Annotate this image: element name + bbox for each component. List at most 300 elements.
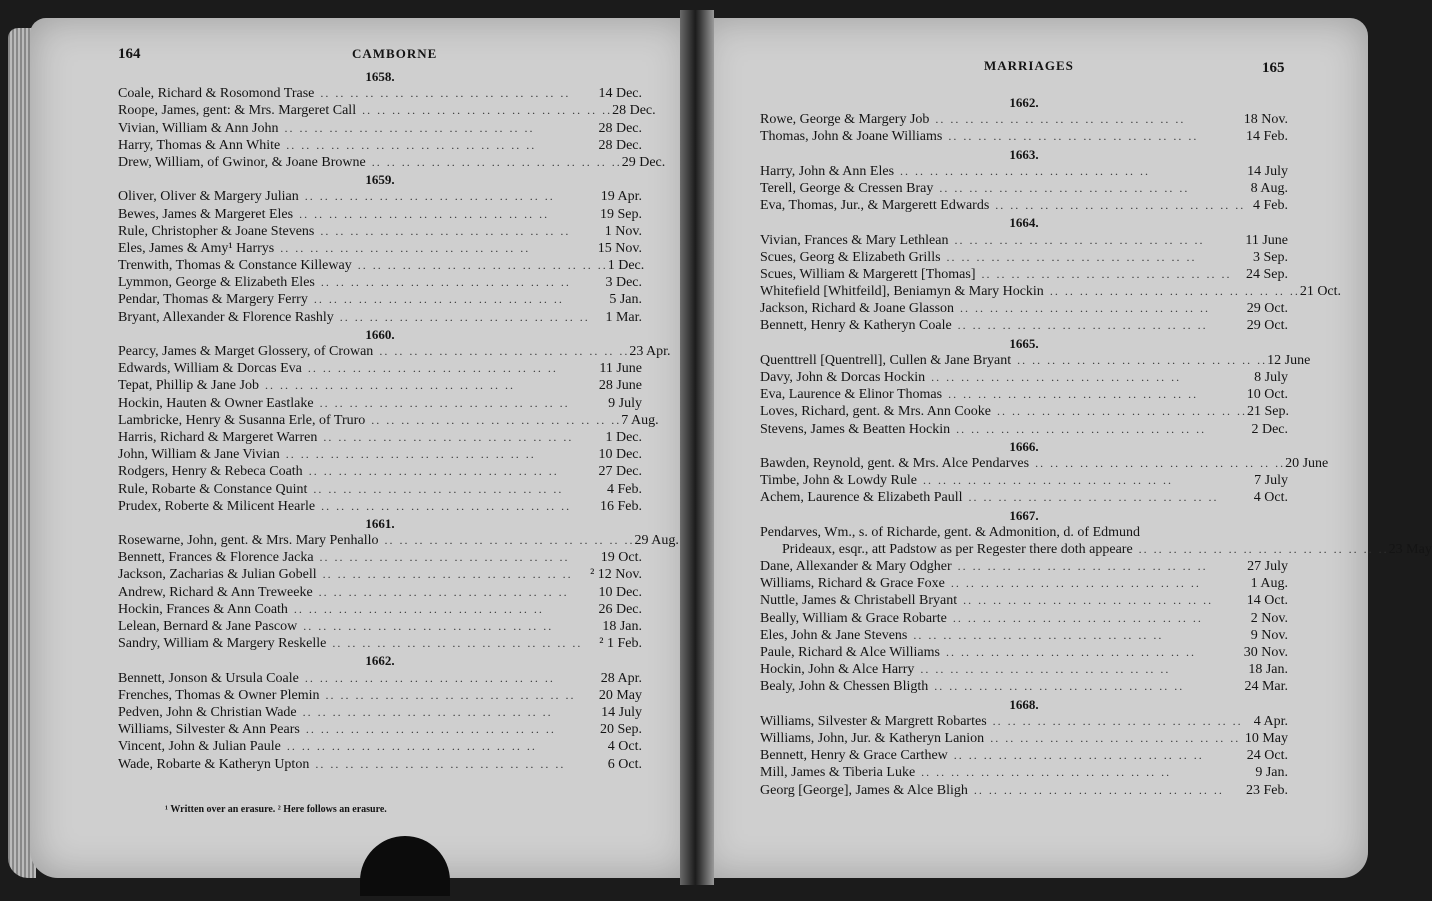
entry-date: 30 Nov.: [1243, 645, 1288, 660]
entry-names: Pendarves, Wm., s. of Richarde, gent. & Admonition, d. of Edmund: [760, 524, 1141, 540]
entry-date: 21 Oct.: [1299, 284, 1342, 300]
entry-date: 15 Nov.: [597, 240, 642, 256]
marriage-entry: [118, 704, 642, 721]
marriage-entry: [760, 128, 1288, 145]
marriage-entry: [760, 644, 1288, 661]
marriage-entry: [760, 524, 1288, 541]
marriage-entry: [760, 403, 1288, 420]
marriage-entry: [118, 395, 642, 412]
entry-date: 5 Jan.: [609, 292, 642, 308]
entry-names: Lambricke, Henry & Susanna Erle, of Truro: [118, 412, 366, 428]
leader-dots: .. .. .. .. .. .. .. .. .. .. .. .. .. .. .. .. ..: [1017, 352, 1268, 367]
leader-dots: .. .. .. .. .. .. .. .. .. .. .. .. .. .. .. .. ..: [304, 670, 555, 685]
entry-names: Williams, Silvester & Margrett Robartes: [760, 713, 987, 729]
marriage-entry: [118, 188, 642, 205]
marriage-entry: [760, 386, 1288, 403]
leader-dots: .. .. .. .. .. .. .. .. .. .. .. .. .. .. .. .. ..: [371, 154, 622, 169]
entry-names: Trenwith, Thomas & Constance Killeway: [118, 258, 352, 274]
entry-names: Drew, William, of Gwinor, & Joane Browne: [118, 154, 366, 170]
leader-dots: .. .. .. .. .. .. .. .. .. .. .. .. .. .. .. .. ..: [981, 266, 1232, 281]
entry-date: 14 Oct.: [1246, 593, 1288, 609]
entry-names: Frenches, Thomas & Owner Plemin: [118, 687, 320, 703]
entry-date: 6 Oct.: [607, 756, 642, 772]
leader-dots: .. .. .. .. .. .. .. .. .. .. .. .. .. .. .. .. ..: [307, 361, 558, 376]
leader-dots: .. .. .. .. .. .. .. .. .. .. .. .. .. .. .. .. ..: [313, 292, 564, 307]
entry-date: 4 Oct.: [607, 739, 642, 755]
entry-date: 16 Feb.: [600, 498, 642, 514]
entry-names: Scues, William & Margerett [Thomas]: [760, 266, 976, 282]
entry-names: Eles, John & Jane Stevens: [760, 627, 908, 643]
leader-dots: .. .. .. .. .. .. .. .. .. .. .. .. .. .. .. .. ..: [913, 627, 1164, 642]
year-heading: 1659.: [365, 172, 395, 188]
entry-date: 23 Apr.: [629, 344, 671, 359]
entry-date: 28 Dec.: [598, 120, 642, 136]
leader-dots: .. .. .. .. .. .. .. .. .. .. .. .. .. .. .. .. ..: [1138, 541, 1389, 556]
leader-dots: .. .. .. .. .. .. .. .. .. .. .. .. .. .. .. .. ..: [952, 610, 1203, 625]
marriage-entry: [118, 756, 642, 773]
entry-date: 10 Dec.: [598, 584, 642, 600]
right-entries: [760, 94, 1432, 799]
entry-names: Harry, Thomas & Ann White: [118, 137, 281, 153]
entry-names: Hockin, John & Alce Harry: [760, 662, 915, 678]
marriage-entry: [118, 343, 671, 360]
entry-names: Bealy, John & Chessen Bligth: [760, 679, 929, 695]
year-heading: 1667.: [1009, 507, 1039, 523]
entry-names: Bennett, Frances & Florence Jacka: [118, 550, 314, 566]
leader-dots: .. .. .. .. .. .. .. .. .. .. .. .. .. .. .. .. ..: [299, 206, 550, 221]
entry-date: 12 June: [1267, 352, 1311, 368]
entry-names: Rowe, George & Margery Job: [760, 112, 930, 128]
entry-names: Bennett, Henry & Katheryn Coale: [760, 318, 952, 334]
leader-dots: .. .. .. .. .. .. .. .. .. .. .. .. .. .. .. .. ..: [285, 447, 536, 462]
entry-date: 29 Oct.: [1246, 318, 1288, 334]
right-page: [700, 18, 1432, 878]
entry-date: 4 Apr.: [1253, 713, 1288, 729]
leader-dots: .. .. .. .. .. .. .. .. .. .. .. .. .. .. .. .. ..: [293, 601, 544, 616]
entry-date: 4 Oct.: [1253, 490, 1288, 506]
entry-names: Andrew, Richard & Ann Treweeke: [118, 584, 313, 600]
page-number-right: 165: [1262, 60, 1285, 76]
leader-dots: .. .. .. .. .. .. .. .. .. .. .. .. .. .. .. .. ..: [931, 370, 1182, 384]
entry-date: 11 June: [599, 361, 642, 377]
marriage-entry: [118, 154, 666, 171]
marriage-entry: [760, 730, 1288, 747]
leader-dots: .. .. .. .. .. .. .. .. .. .. .. .. .. .. .. .. ..: [305, 722, 556, 737]
entry-date: 3 Sep.: [1253, 249, 1288, 265]
entry-date: 18 Jan.: [602, 619, 642, 634]
marriage-entry: [760, 661, 1288, 678]
marriage-entry: [118, 670, 642, 687]
leader-dots: .. .. .. .. .. .. .. .. .. .. .. .. .. .. .. .. ..: [948, 387, 1199, 402]
leader-dots: .. .. .. .. .. .. .. .. .. .. .. .. .. .. .. .. ..: [384, 533, 635, 548]
entry-date: 2 Dec.: [1251, 421, 1288, 437]
entry-date: 1 Dec.: [605, 429, 642, 445]
leader-dots: .. .. .. .. .. .. .. .. .. .. .. .. .. .. .. .. ..: [920, 662, 1171, 677]
entry-date: 24 Sep.: [1246, 266, 1288, 282]
entry-names: Harris, Richard & Margeret Warren: [118, 429, 318, 445]
leader-dots: .. .. .. .. .. .. .. .. .. .. .. .. .. .. .. .. ..: [320, 223, 571, 238]
entry-date: 11 June: [1245, 232, 1288, 248]
entry-names: Harry, John & Ann Eles: [760, 163, 895, 179]
leader-dots: .. .. .. .. .. .. .. .. .. .. .. .. .. .. .. .. ..: [992, 713, 1243, 728]
entry-date: 28 Apr.: [600, 670, 642, 686]
marriage-entry: [760, 352, 1311, 369]
entry-names: Bryant, Allexander & Florence Rashly: [118, 309, 334, 325]
marriage-entry: [760, 421, 1288, 438]
leader-dots: .. .. .. .. .. .. .. .. .. .. .. .. .. .. .. .. ..: [1035, 455, 1286, 470]
entry-names: Pendar, Thomas & Margery Ferry: [118, 292, 308, 308]
leader-dots: .. .. .. .. .. .. .. .. .. .. .. .. .. .. .. .. ..: [963, 593, 1214, 608]
marriage-entry: [118, 120, 642, 137]
leader-dots: .. .. .. .. .. .. .. .. .. .. .. .. .. .. .. .. ..: [284, 120, 535, 135]
marriage-entry: [760, 764, 1288, 781]
leader-dots: .. .. .. .. .. .. .. .. .. .. .. .. .. .. .. .. ..: [308, 464, 559, 479]
entry-date: 8 July: [1254, 370, 1288, 385]
entry-names: Jackson, Zacharias & Julian Gobell: [118, 567, 317, 583]
leader-dots: .. .. .. .. .. .. .. .. .. .. .. .. .. .. .. .. ..: [371, 412, 622, 427]
marriage-entry: [760, 713, 1288, 730]
footnote: ¹ Written over an erasure. ² Here follows an erasure.: [165, 804, 387, 815]
marriage-entry: [760, 782, 1288, 799]
marriage-entry: [760, 180, 1288, 197]
entry-names: Scues, Georg & Elizabeth Grills: [760, 249, 941, 265]
leader-dots: .. .. .. .. .. .. .. .. .. .. .. .. .. .. .. .. ..: [379, 344, 630, 358]
leader-dots: .. .. .. .. .. .. .. .. .. .. .. .. .. .. .. .. ..: [954, 232, 1205, 247]
marriage-entry: [760, 541, 1432, 558]
entry-names: Hockin, Hauten & Owner Eastlake: [118, 395, 314, 411]
marriage-entry: [118, 206, 642, 223]
leader-dots: .. .. .. .. .. .. .. .. .. .. .. .. .. .. .. .. ..: [319, 550, 570, 565]
entry-date: 28 June: [598, 378, 642, 394]
entry-date: 14 July: [601, 704, 642, 720]
leader-dots: .. .. .. .. .. .. .. .. .. .. .. .. .. .. .. .. ..: [1049, 284, 1300, 299]
entry-date: ² 12 Nov.: [590, 567, 642, 583]
entry-names: Loves, Richard, gent. & Mrs. Ann Cooke: [760, 404, 991, 420]
leader-dots: .. .. .. .. .. .. .. .. .. .. .. .. .. .. .. .. ..: [973, 782, 1224, 797]
leader-dots: .. .. .. .. .. .. .. .. .. .. .. .. .. .. .. .. ..: [953, 748, 1204, 763]
marriage-entry: [760, 592, 1288, 609]
marriage-entry: [118, 738, 642, 755]
year-heading: 1663.: [1009, 146, 1039, 162]
entry-date: 23 May: [1388, 541, 1432, 557]
marriage-entry: [118, 429, 642, 446]
year-heading: 1668.: [1009, 696, 1039, 712]
left-page: [30, 18, 690, 878]
leader-dots: .. .. .. .. .. .. .. .. .. .. .. .. .. .. .. .. ..: [303, 619, 554, 633]
entry-names: Eva, Thomas, Jur., & Margerett Edwards: [760, 198, 990, 214]
entry-date: 28 Dec.: [612, 103, 656, 119]
entry-date: 14 Dec.: [598, 86, 642, 102]
entry-names: Roope, James, gent: & Mrs. Margeret Call: [118, 103, 357, 119]
entry-names: Stevens, James & Beatten Hockin: [760, 421, 951, 437]
entry-names: Bewes, James & Margeret Eles: [118, 206, 294, 222]
leader-dots: .. .. .. .. .. .. .. .. .. .. .. .. .. .. .. .. ..: [957, 559, 1208, 574]
page-number-left: 164: [118, 46, 141, 62]
leader-dots: .. .. .. .. .. .. .. .. .. .. .. .. .. .. .. .. ..: [286, 739, 537, 754]
leader-dots: .. .. .. .. .. .. .. .. .. .. .. .. .. .. .. .. ..: [946, 249, 1197, 264]
entry-date: 3 Dec.: [605, 275, 642, 291]
marriage-entry: [760, 283, 1342, 300]
marriage-entry: [118, 498, 642, 515]
entry-date: 21 Sep.: [1246, 404, 1289, 420]
leader-dots: .. .. .. .. .. .. .. .. .. .. .. .. .. .. .. .. ..: [322, 567, 573, 582]
entry-names: Hockin, Frances & Ann Coath: [118, 601, 288, 617]
entry-date: 20 June: [1285, 455, 1329, 471]
year-heading: 1662.: [1009, 95, 1039, 110]
entry-date: 4 Feb.: [607, 481, 642, 497]
marriage-entry: [118, 532, 679, 549]
leader-dots: .. .. .. .. .. .. .. .. .. .. .. .. .. .. .. .. ..: [332, 636, 583, 651]
entry-date: 29 Dec.: [621, 154, 666, 170]
leader-dots: .. .. .. .. .. .. .. .. .. .. .. .. .. .. .. .. ..: [957, 318, 1208, 333]
book-gutter: [680, 10, 714, 885]
entry-date: 19 Sep.: [600, 206, 642, 222]
entry-names: Prideaux, esqr., att Padstow as per Regester there doth appeare: [782, 541, 1133, 557]
marriage-entry: [118, 601, 642, 618]
entry-names: Whitefield [Whitfeild], Beniamyn & Mary Hockin: [760, 284, 1044, 300]
leader-dots: .. .. .. .. .. .. .. .. .. .. .. .. .. .. .. .. ..: [960, 301, 1211, 316]
leader-dots: .. .. .. .. .. .. .. .. .. .. .. .. .. .. .. .. ..: [968, 490, 1219, 505]
entry-names: Pearcy, James & Marget Glossery, of Crowan: [118, 344, 374, 359]
marriage-entry: [760, 317, 1288, 334]
entry-names: Edwards, William & Dorcas Eva: [118, 361, 302, 377]
leader-dots: .. .. .. .. .. .. .. .. .. .. .. .. .. .. .. .. ..: [900, 163, 1151, 178]
leader-dots: .. .. .. .. .. .. .. .. .. .. .. .. .. .. .. .. ..: [996, 404, 1247, 419]
marriage-entry: [118, 291, 642, 308]
year-heading: 1666.: [1009, 438, 1039, 454]
leader-dots: .. .. .. .. .. .. .. .. .. .. .. .. .. .. .. .. ..: [921, 765, 1172, 780]
entry-names: Bawden, Reynold, gent. & Mrs. Alce Pendarves: [760, 455, 1030, 471]
leader-dots: .. .. .. .. .. .. .. .. .. .. .. .. .. .. .. .. ..: [950, 576, 1201, 591]
marriage-entry: [760, 300, 1288, 317]
entry-names: Mill, James & Tiberia Luke: [760, 765, 916, 781]
entry-date: 1 Mar.: [605, 309, 642, 325]
entry-date: 1 Aug.: [1250, 576, 1288, 592]
entry-names: Beally, William & Grace Robarte: [760, 610, 947, 626]
leader-dots: .. .. .. .. .. .. .. .. .. .. .. .. .. .. .. .. ..: [339, 309, 590, 324]
leader-dots: .. .. .. .. .. .. .. .. .. .. .. .. .. .. .. .. ..: [319, 395, 570, 410]
leader-dots: .. .. .. .. .. .. .. .. .. .. .. .. .. .. .. .. ..: [315, 756, 566, 771]
leader-dots: .. .. .. .. .. .. .. .. .. .. .. .. .. .. .. .. ..: [945, 645, 1196, 659]
marriage-entry: [118, 721, 642, 738]
leader-dots: .. .. .. .. .. .. .. .. .. .. .. .. .. .. .. .. ..: [320, 275, 571, 290]
entry-names: Lymmon, George & Elizabeth Eles: [118, 275, 315, 291]
leader-dots: .. .. .. .. .. .. .. .. .. .. .. .. .. .. .. .. ..: [318, 584, 569, 599]
entry-date: ² 1 Feb.: [599, 636, 642, 652]
marriage-entry: [760, 163, 1288, 180]
entry-date: 24 Oct.: [1246, 748, 1288, 764]
entry-names: Prudex, Roberte & Milicent Hearle: [118, 498, 316, 514]
running-head-right: MARRIAGES: [984, 58, 1074, 73]
leader-dots: .. .. .. .. .. .. .. .. .. .. .. .. .. .. .. .. ..: [280, 240, 531, 255]
leader-dots: .. .. .. .. .. .. .. .. .. .. .. .. .. .. .. .. ..: [313, 481, 564, 496]
entry-date: 23 Feb.: [1246, 782, 1288, 798]
entry-names: Terell, George & Cressen Bray: [760, 180, 934, 196]
entry-date: 7 July: [1254, 473, 1288, 489]
entry-date: 29 Oct.: [1246, 301, 1288, 317]
marriage-entry: [118, 412, 659, 429]
marriage-entry: [760, 610, 1288, 627]
marriage-entry: [118, 223, 642, 240]
entry-names: Rosewarne, John, gent. & Mrs. Mary Penhallo: [118, 533, 379, 549]
entry-date: 19 Oct.: [600, 550, 642, 566]
entry-names: Vincent, John & Julian Paule: [118, 739, 281, 755]
marriage-entry: [118, 257, 645, 274]
left-entries: [118, 68, 679, 773]
entry-names: Oliver, Oliver & Margery Julian: [118, 189, 299, 205]
marriage-entry: [118, 102, 656, 119]
year-heading: 1662.: [365, 653, 395, 669]
entry-date: 4 Feb.: [1253, 198, 1288, 214]
entry-date: 27 July: [1247, 559, 1288, 575]
entry-names: Jackson, Richard & Joane Glasson: [760, 301, 955, 317]
entry-date: 1 Nov.: [604, 223, 642, 239]
marriage-entry: [760, 249, 1288, 266]
entry-date: 20 Sep.: [600, 722, 642, 738]
entry-date: 29 Aug.: [634, 533, 679, 549]
entry-names: Eva, Laurence & Elinor Thomas: [760, 387, 943, 403]
entry-date: 18 Nov.: [1243, 112, 1288, 128]
entry-names: Williams, Richard & Grace Foxe: [760, 576, 945, 592]
entry-date: 10 Oct.: [1246, 387, 1288, 403]
entry-names: Tepat, Phillip & Jane Job: [118, 378, 259, 394]
marriage-entry: [760, 369, 1288, 386]
entry-names: Williams, John, Jur. & Katheryn Lanion: [760, 730, 985, 746]
marriage-entry: [118, 481, 642, 498]
leader-dots: .. .. .. .. .. .. .. .. .. .. .. .. .. .. .. .. ..: [995, 198, 1246, 213]
marriage-entry: [118, 618, 642, 635]
entry-date: 26 Dec.: [598, 601, 642, 617]
marriage-entry: [118, 584, 642, 601]
running-head-left: CAMBORNE: [352, 46, 438, 61]
entry-names: Eles, James & Amy¹ Harrys: [118, 240, 275, 256]
entry-date: 28 Dec.: [598, 137, 642, 153]
marriage-entry: [118, 463, 642, 480]
marriage-entry: [118, 137, 642, 154]
entry-date: 7 Aug.: [621, 412, 659, 428]
entry-names: Paule, Richard & Alce Williams: [760, 645, 940, 660]
entry-date: 27 Dec.: [598, 464, 642, 480]
entry-names: Georg [George], James & Alce Bligh: [760, 782, 968, 798]
marriage-entry: [118, 274, 642, 291]
marriage-entry: [118, 377, 642, 394]
leader-dots: .. .. .. .. .. .. .. .. .. .. .. .. .. .. .. .. ..: [325, 687, 576, 702]
entry-names: Rodgers, Henry & Rebeca Coath: [118, 464, 303, 480]
entry-names: Achem, Laurence & Elizabeth Paull: [760, 490, 963, 506]
leader-dots: .. .. .. .. .. .. .. .. .. .. .. .. .. .. .. .. ..: [939, 180, 1190, 195]
entry-date: 10 May: [1244, 730, 1288, 746]
marriage-entry: [760, 747, 1288, 764]
marriage-entry: [118, 566, 642, 583]
leader-dots: .. .. .. .. .. .. .. .. .. .. .. .. .. .. .. .. ..: [357, 258, 608, 273]
leader-dots: .. .. .. .. .. .. .. .. .. .. .. .. .. .. .. .. ..: [935, 112, 1186, 127]
entry-date: 10 Dec.: [598, 447, 642, 463]
marriage-entry: [760, 197, 1288, 214]
leader-dots: .. .. .. .. .. .. .. .. .. .. .. .. .. .. .. .. ..: [323, 429, 574, 444]
marriage-entry: [760, 455, 1329, 472]
entry-date: 8 Aug.: [1250, 180, 1288, 196]
marriage-entry: [118, 687, 642, 704]
leader-dots: .. .. .. .. .. .. .. .. .. .. .. .. .. .. .. .. ..: [956, 421, 1207, 436]
entry-date: 14 July: [1247, 163, 1288, 179]
leader-dots: .. .. .. .. .. .. .. .. .. .. .. .. .. .. .. .. ..: [934, 679, 1185, 694]
entry-names: Bennett, Jonson & Ursula Coale: [118, 670, 299, 686]
entry-names: Davy, John & Dorcas Hockin: [760, 370, 926, 385]
leader-dots: .. .. .. .. .. .. .. .. .. .. .. .. .. .. .. .. ..: [304, 189, 555, 204]
entry-date: 20 May: [598, 687, 642, 703]
entry-names: Lelean, Bernard & Jane Pascow: [118, 619, 298, 634]
entry-names: Pedven, John & Christian Wade: [118, 704, 297, 720]
entry-names: Nuttle, James & Christabell Bryant: [760, 593, 958, 609]
entry-names: Timbe, John & Lowdy Rule: [760, 473, 917, 489]
entry-names: Dane, Allexander & Mary Odgher: [760, 559, 952, 575]
marriage-entry: [118, 85, 642, 102]
leader-dots: .. .. .. .. .. .. .. .. .. .. .. .. .. .. .. .. ..: [320, 86, 571, 101]
leader-dots: .. .. .. .. .. .. .. .. .. .. .. .. .. .. .. .. ..: [990, 730, 1241, 745]
leader-dots: .. .. .. .. .. .. .. .. .. .. .. .. .. .. .. .. ..: [362, 103, 613, 118]
marriage-entry: [118, 360, 642, 377]
entry-names: Bennett, Henry & Grace Carthew: [760, 748, 948, 764]
marriage-entry: [760, 489, 1288, 506]
marriage-entry: [760, 627, 1288, 644]
entry-names: Vivian, William & Ann John: [118, 120, 279, 136]
entry-names: Sandry, William & Margery Reskelle: [118, 636, 327, 652]
entry-names: Wade, Robarte & Katheryn Upton: [118, 756, 310, 772]
year-heading: 1665.: [1009, 335, 1039, 351]
marriage-entry: [118, 635, 642, 652]
leader-dots: .. .. .. .. .. .. .. .. .. .. .. .. .. .. .. .. ..: [923, 473, 1173, 488]
leader-dots: .. .. .. .. .. .. .. .. .. .. .. .. .. .. .. .. ..: [321, 498, 572, 513]
year-heading: 1664.: [1009, 215, 1039, 231]
leader-dots: .. .. .. .. .. .. .. .. .. .. .. .. .. .. .. .. ..: [286, 137, 537, 152]
marriage-entry: [760, 575, 1288, 592]
marriage-entry: [118, 309, 642, 326]
entry-date: 24 Mar.: [1244, 679, 1288, 695]
leader-dots: .. .. .. .. .. .. .. .. .. .. .. .. .. .. .. .. ..: [264, 378, 515, 393]
year-heading: 1658.: [365, 69, 395, 84]
year-heading: 1661.: [365, 515, 395, 531]
entry-names: Rule, Robarte & Constance Quint: [118, 481, 308, 497]
marriage-entry: [118, 240, 642, 257]
marriage-entry: [760, 266, 1288, 283]
entry-date: 2 Nov.: [1250, 610, 1288, 626]
marriage-entry: [118, 446, 642, 463]
entry-names: Vivian, Frances & Mary Lethlean: [760, 232, 949, 248]
entry-names: John, William & Jane Vivian: [118, 447, 280, 463]
entry-names: Rule, Christopher & Joane Stevens: [118, 223, 315, 239]
marriage-entry: [760, 111, 1288, 128]
leader-dots: .. .. .. .. .. .. .. .. .. .. .. .. .. .. .. .. ..: [302, 704, 553, 719]
entry-date: 9 Jan.: [1255, 765, 1288, 781]
entry-names: Williams, Silvester & Ann Pears: [118, 722, 300, 738]
marriage-entry: [760, 558, 1288, 575]
entry-names: Quenttrell [Quentrell], Cullen & Jane Bryant: [760, 352, 1012, 368]
leader-dots: .. .. .. .. .. .. .. .. .. .. .. .. .. .. .. .. ..: [948, 129, 1199, 144]
marriage-entry: [760, 472, 1288, 489]
entry-date: 14 Feb.: [1246, 129, 1288, 145]
entry-date: 18 Jan.: [1248, 662, 1288, 678]
entry-date: 9 July: [608, 395, 642, 411]
entry-date: 9 Nov.: [1250, 627, 1288, 643]
entry-date: 1 Dec.: [607, 258, 645, 274]
marriage-entry: [118, 549, 642, 566]
marriage-entry: [760, 678, 1288, 695]
marriage-entry: [760, 232, 1288, 249]
entry-date: 19 Apr.: [600, 189, 642, 205]
year-heading: 1660.: [365, 326, 395, 342]
entry-names: Coale, Richard & Rosomond Trase: [118, 86, 315, 102]
entry-names: Thomas, John & Joane Williams: [760, 129, 943, 145]
